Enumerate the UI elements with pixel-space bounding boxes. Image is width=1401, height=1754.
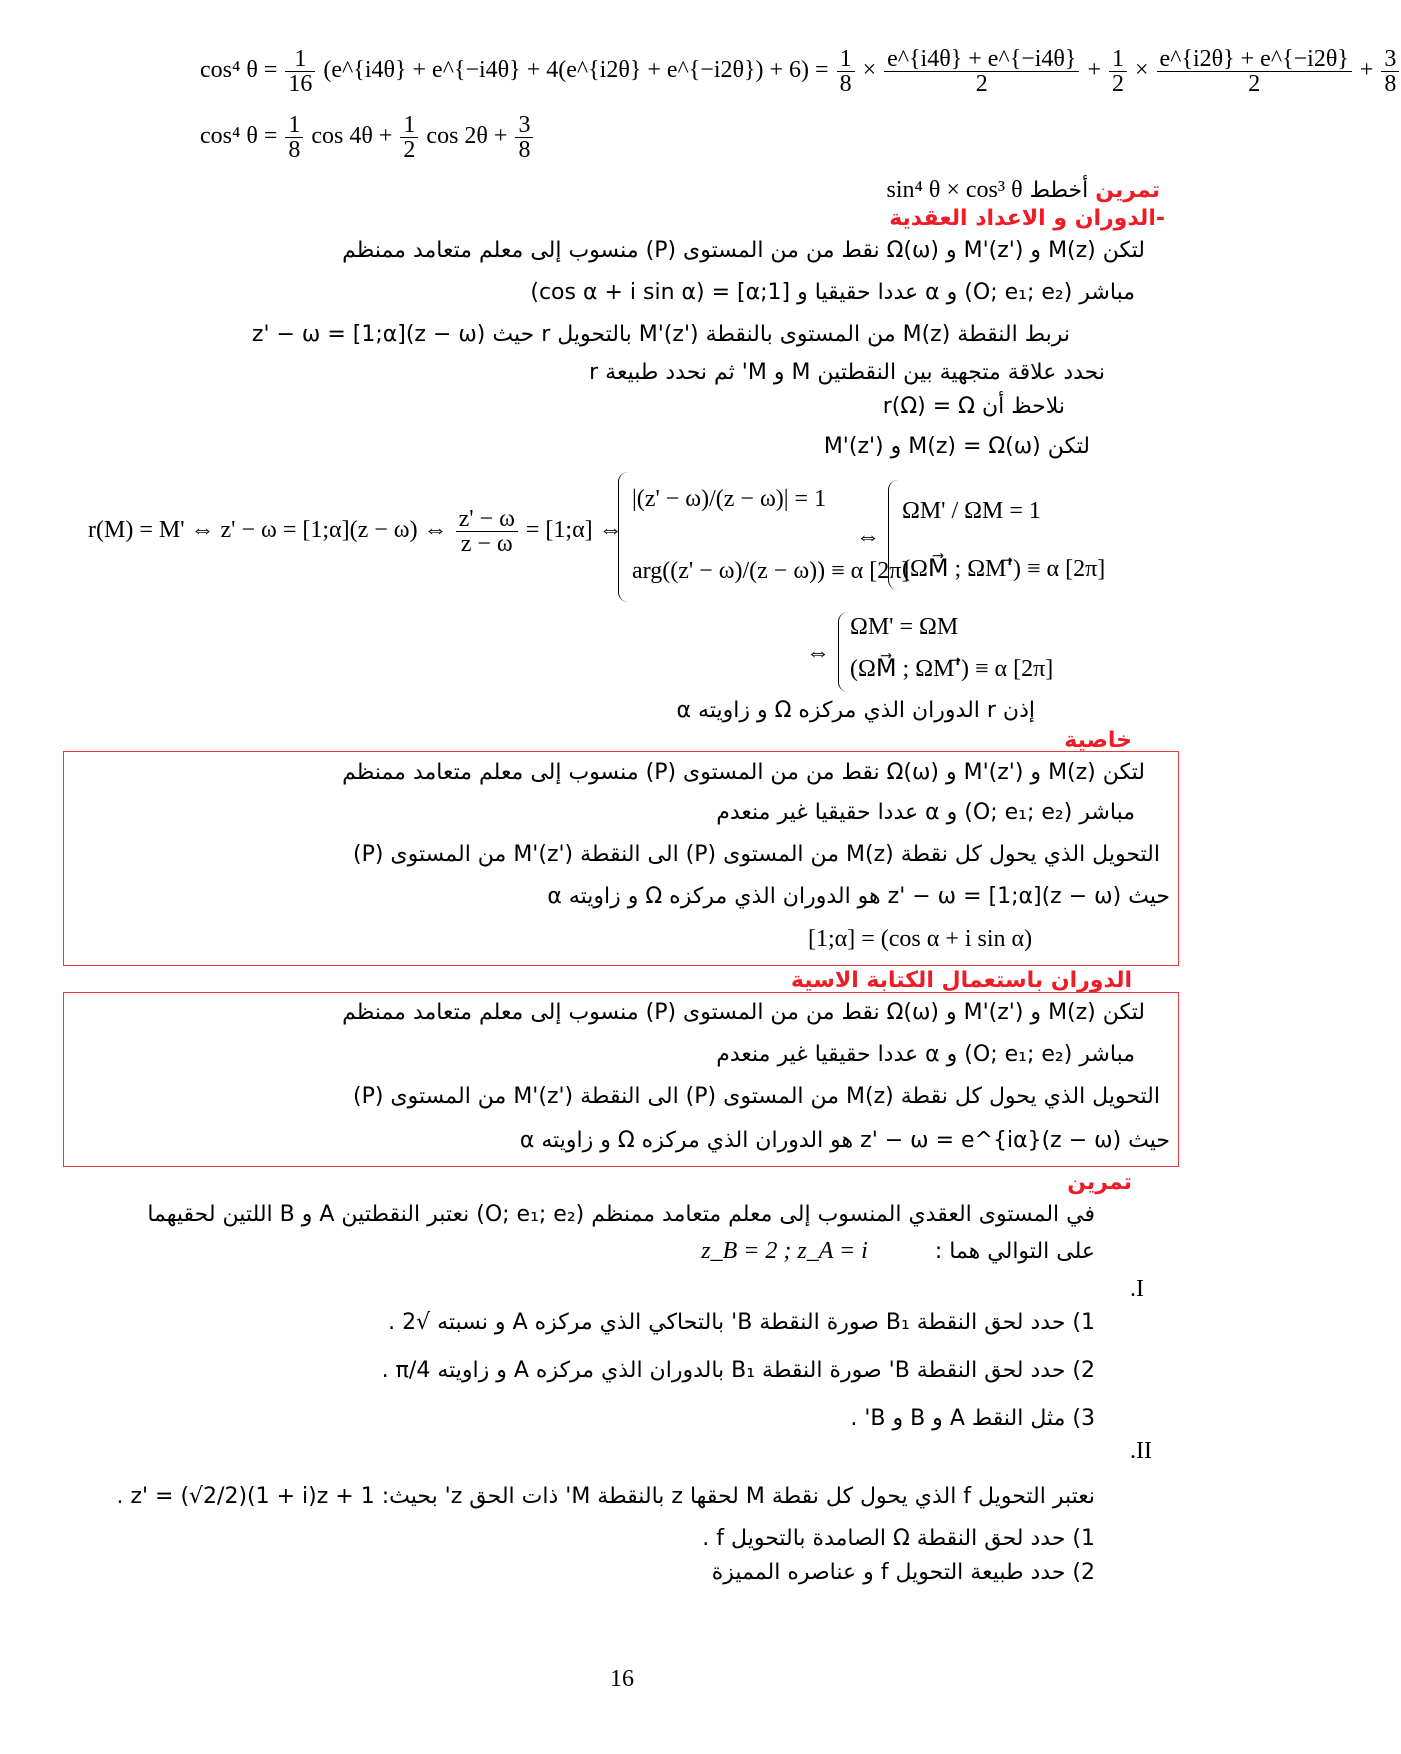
intro-line-4: نحدد علاقة متجهية بين النقطتين M و M' ثم نحدد طبيعة r: [589, 360, 1105, 385]
system-brace-3: [838, 612, 849, 692]
intro-line-2: مباشر (O; e₁; e₂) و α عددا حقيقيا و [1;α] = (cos α + i sin α): [530, 280, 1135, 305]
system-2-eq-a: ΩM' / ΩM = 1: [902, 498, 1041, 524]
page-number: 16: [610, 1666, 634, 1692]
exp-section-title: الدوران باستعمال الكتابة الاسية: [790, 968, 1132, 993]
intro-line-3: نربط النقطة M(z) من المستوى بالنقطة M'(z') بالتحويل r حيث z' − ω = [1;α](z − ω): [251, 322, 1070, 347]
fraction: $\frac{1}{2}$: [400, 113, 418, 162]
property-title: خاصية: [1064, 728, 1132, 753]
system-brace-1: [618, 472, 629, 602]
system-1-eq-a: |(z' − ω)/(z − ω)| = 1: [632, 486, 827, 512]
question-1: 1) حدد لحق النقطة B₁ صورة النقطة B' بالتحاكي الذي مركزه A و نسبته √2 .: [388, 1310, 1095, 1335]
exp-line-3: التحويل الذي يحول كل نقطة M(z) من المستوى (P) الى النقطة M'(z') من المستوى (P): [352, 1084, 1160, 1109]
exercise-2-title: تمرين: [1067, 1170, 1132, 1195]
intro-line-1: لتكن M(z) و M'(z') و Ω(ω) نقط من من المستوى (P) منسوب إلى معلم متعامد ممنظم: [342, 238, 1145, 263]
equiv-arrow: ⇔: [806, 640, 830, 666]
intro-line-6: لتكن M(z) = Ω(ω) و M'(z'): [823, 434, 1090, 459]
property-line-4: حيث z' − ω = [1;α](z − ω) هو الدوران الذي مركزه Ω و زاويته α: [547, 884, 1170, 909]
fraction: $\frac{1}{8}$: [285, 113, 303, 162]
question-3: 3) مثل النقط A و B و B' .: [850, 1406, 1095, 1431]
exp-line-2: مباشر (O; e₁; e₂) و α عددا حقيقيا غير منعدم: [716, 1042, 1135, 1067]
intro-line-5: نلاحظ أن r(Ω) = Ω: [882, 394, 1065, 419]
property-line-3: التحويل الذي يحول كل نقطة M(z) من المستوى (P) الى النقطة M'(z') من المستوى (P): [352, 842, 1160, 867]
section-title-rotation: -الدوران و الاعداد العقدية: [889, 206, 1165, 231]
fraction: $\frac{1}{2}$: [1109, 47, 1127, 96]
equivalence-chain: r(M) = M' ⇔ z' − ω = [1;α](z − ω) ⇔ $\frac{z' - \omega}{z - \omega}$ = [1;α] ⇔: [88, 505, 623, 557]
fraction: $\frac{3}{8}$: [515, 113, 533, 162]
cos4-linearized-line2: cos⁴ θ = $\frac{1}{8}$ cos 4θ + $\frac{1}{2}$ cos 2θ + $\frac{3}{8}$: [200, 106, 535, 166]
exercise-label: تمرين: [1095, 178, 1160, 203]
exercise-1-line: تمرين أخطط sin⁴ θ × cos³ θ: [886, 177, 1160, 203]
question-2: 2) حدد لحق النقطة B' صورة النقطة B₁ بالدوران الذي مركزه A و زاويته π/4 .: [381, 1358, 1095, 1383]
fraction: $\frac{e\^{}\{i4\theta\} + e\^{}\{-i4\theta\}}{2}$: [884, 47, 1079, 96]
fraction: $\frac{1}{8}$: [837, 47, 855, 96]
exercise-2-line-1: في المستوى العقدي المنسوب إلى معلم متعامد ممنظم (O; e₁; e₂) نعتبر النقطتين A و B اللتين لحقيهما: [147, 1202, 1095, 1227]
fraction: $\frac{1}{16}$: [285, 47, 315, 96]
system-3-eq-a: ΩM' = ΩM: [850, 614, 959, 640]
exp-line-4: حيث z' − ω = e^{iα}(z − ω) هو الدوران الذي مركزه Ω و زاويته α: [519, 1128, 1170, 1153]
exp-line-1: لتكن M(z) و M'(z') و Ω(ω) نقط من من المستوى (P) منسوب إلى معلم متعامد ممنظم: [342, 1000, 1145, 1025]
conclusion-line: إذن r الدوران الذي مركزه Ω و زاويته α: [676, 698, 1035, 723]
question-4: 1) حدد لحق النقطة Ω الصامدة بالتحويل f .: [702, 1526, 1095, 1551]
system-2-eq-b: (ΩM⃗ ; ΩM'⃗) ≡ α [2π]: [902, 556, 1106, 582]
fraction: $\frac{3}{8}$: [1381, 47, 1399, 96]
part-1-label: .I: [1130, 1276, 1144, 1302]
property-line-5: [1;α] = (cos α + i sin α): [808, 926, 1033, 952]
system-1-eq-b: arg((z' − ω)/(z − ω)) ≡ α [2π]: [632, 558, 910, 584]
property-line-2: مباشر (O; e₁; e₂) و α عددا حقيقيا غير منعدم: [716, 800, 1135, 825]
fraction: $\frac{z' - \omega}{z - \omega}$: [456, 507, 518, 556]
fraction: $\frac{e\^{}\{i2\theta\} + e\^{}\{-i2\theta\}}{2}$: [1157, 47, 1352, 96]
exercise-2-line-2: على التوالي هما : z_B = 2 ; z_A = i: [701, 1238, 1095, 1264]
part-2-intro: نعتبر التحويل f الذي يحول كل نقطة M لحقها z بالنقطة M' ذات الحق z' بحيث: z' = (√2/2)(1 + i)z + 1 .: [116, 1484, 1095, 1509]
equiv-arrow: ⇔: [856, 524, 880, 550]
question-5: 2) حدد طبيعة التحويل f و عناصره المميزة: [711, 1560, 1095, 1585]
property-line-1: لتكن M(z) و M'(z') و Ω(ω) نقط من من المستوى (P) منسوب إلى معلم متعامد ممنظم: [342, 760, 1145, 785]
part-2-label: .II: [1130, 1438, 1152, 1464]
system-brace-2: [888, 480, 899, 590]
system-3-eq-b: (ΩM⃗ ; ΩM'⃗) ≡ α [2π]: [850, 656, 1054, 682]
cos4-expansion-line1: cos⁴ θ = $\frac{1}{16}$ (e^{i4θ} + e^{−i4θ} + 4(e^{i2θ} + e^{−i2θ}) + 6) = $\frac{1}{8}$ × $\frac{e\^{}\{i4\theta\} + e\^{}\{-i4\theta\}}{2}$ + $\frac{1}{2}$ × $\frac{e\^{}\{i2\theta\} + e\^{}\{-i2\theta\}}{2}$ + $\frac{3}{8}$: [200, 40, 1401, 100]
